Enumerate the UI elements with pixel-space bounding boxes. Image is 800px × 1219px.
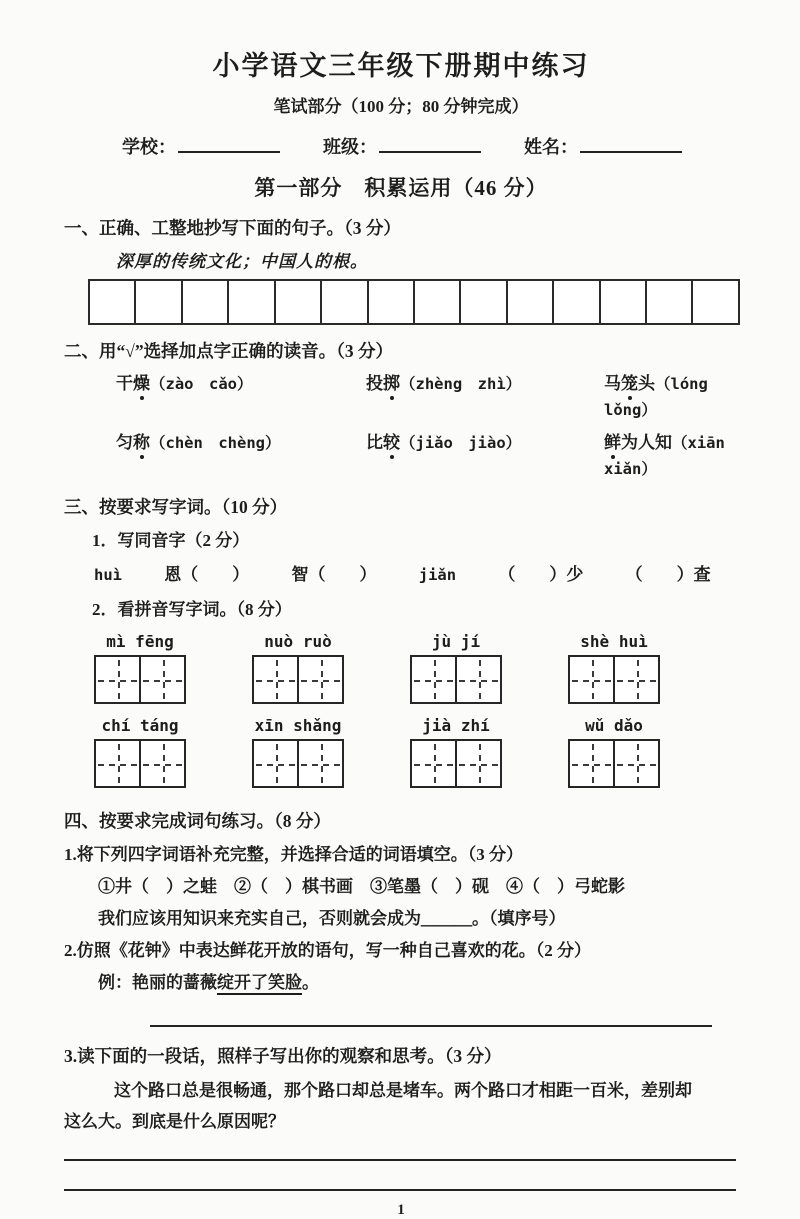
pronunciation-item[interactable] [604, 430, 741, 481]
school-label: 学校： [122, 137, 176, 157]
copy-cell[interactable] [367, 281, 413, 323]
writing-cell[interactable] [254, 657, 297, 702]
observation-answer-line-1[interactable] [64, 1159, 736, 1161]
homophone-blank[interactable]: 智（ ） [291, 565, 377, 584]
writing-cell[interactable] [139, 657, 184, 702]
pinyin-write-group [252, 716, 344, 788]
dotted-char: 笼 [621, 371, 638, 397]
question4-sub3-title: 3.读下面的一段话，照样子写出你的观察和思考。（3 分） [64, 1046, 502, 1066]
writing-box[interactable] [252, 655, 344, 704]
pinyin-label: chí táng [101, 716, 179, 735]
writing-cell[interactable] [455, 741, 500, 786]
pinyin-write-group [410, 716, 502, 788]
copy-cell[interactable] [552, 281, 598, 323]
dotted-char: 称 [133, 430, 150, 456]
dotted-char: 鲜 [604, 430, 621, 456]
writing-box[interactable] [94, 655, 186, 704]
question4-sub1-title: 1.将下列四字词语补充完整，并选择合适的词语填空。（3 分） [64, 845, 523, 864]
pinyin-options: （jiǎo jiào） [400, 434, 522, 452]
pronunciation-item[interactable] [604, 371, 738, 422]
homophone-pinyin: huì [94, 566, 122, 584]
example-prefix: 例：艳丽的蔷薇 [98, 973, 217, 992]
pronunciation-item[interactable] [116, 371, 366, 422]
question1-title: 一、正确、工整地抄写下面的句子。（3 分） [64, 218, 401, 238]
page-subtitle: 笔试部分（100 分；80 分钟完成） [273, 97, 529, 116]
word-part: 头 [638, 374, 655, 393]
writing-box[interactable] [410, 655, 502, 704]
question1-copy-grid [88, 279, 740, 325]
word-part: 马 [604, 374, 621, 393]
copy-cell[interactable] [320, 281, 366, 323]
writing-cell[interactable] [297, 657, 342, 702]
word-part: 为人知 [621, 433, 672, 452]
writing-cell[interactable] [570, 741, 613, 786]
pinyin-label: jià zhí [422, 716, 490, 735]
question3-sub2-title: 2．看拼音写字词。（8 分） [92, 600, 292, 619]
pinyin-write-group [252, 632, 344, 704]
pinyin-options: （lóng lǒng） [604, 375, 724, 419]
pronunciation-item[interactable] [366, 430, 604, 481]
question1-sentence: 深厚的传统文化；中国人的根。 [116, 252, 368, 271]
pinyin-options: （chèn chèng） [150, 434, 281, 452]
school-field [122, 133, 280, 159]
copy-cell[interactable] [90, 281, 134, 323]
pinyin-write-group [410, 632, 502, 704]
question3-title: 三、按要求写字词。（10 分） [64, 497, 288, 517]
pronunciation-item[interactable] [116, 430, 366, 481]
copy-cell[interactable] [691, 281, 737, 323]
example-sentence [64, 968, 738, 993]
writing-cell[interactable] [96, 657, 139, 702]
observation-answer-line-2[interactable] [64, 1189, 736, 1191]
pinyin-write-group [568, 716, 660, 788]
writing-cell[interactable] [297, 741, 342, 786]
pinyin-options: （zhèng zhì） [400, 375, 522, 393]
writing-cell[interactable] [96, 741, 139, 786]
page-title: 小学语文三年级下册期中练习 [212, 51, 590, 81]
writing-cell[interactable] [412, 657, 455, 702]
class-field [323, 133, 481, 159]
pinyin-label: shè huì [580, 632, 648, 651]
pinyin-label: xīn shǎng [254, 716, 342, 735]
idiom-blanks-line[interactable]: ①井（ ）之蛙 ②（ ）棋书画 ③笔墨（ ）砚 ④（ ）弓蛇影 [98, 877, 625, 896]
writing-cell[interactable] [455, 657, 500, 702]
example-suffix: 。 [302, 973, 319, 992]
name-label: 姓名： [524, 137, 578, 157]
idiom-fill-line[interactable]: 我们应该用知识来充实自己，否则就会成为＿＿＿。（填序号） [98, 909, 566, 928]
homophone-blank[interactable]: （ ）查 [625, 565, 711, 584]
writing-box[interactable] [568, 655, 660, 704]
writing-box[interactable] [252, 739, 344, 788]
writing-cell[interactable] [412, 741, 455, 786]
question2-row2 [64, 430, 741, 481]
word-part: 比 [366, 433, 383, 452]
writing-cell[interactable] [254, 741, 297, 786]
copy-cell[interactable] [599, 281, 645, 323]
pinyin-write-group [94, 716, 186, 788]
word-part: 投 [366, 374, 383, 393]
pinyin-label: wǔ dǎo [585, 716, 643, 735]
question3-sub1-title: 1．写同音字（2 分） [92, 531, 250, 550]
passage-line2: 这么大。到底是什么原因呢？ [64, 1112, 285, 1131]
copy-cell[interactable] [645, 281, 691, 323]
homophone-blank[interactable]: （ ）少 [498, 565, 584, 584]
dotted-char: 掷 [383, 371, 400, 397]
question4-title: 四、按要求完成词句练习。（8 分） [64, 811, 331, 831]
writing-cell[interactable] [570, 657, 613, 702]
pinyin-write-row2 [64, 716, 738, 788]
word-part: 匀 [116, 433, 133, 452]
passage-line1: 这个路口总是很畅通，那个路口却总是堵车。两个路口才相距一百米，差别却 [114, 1081, 692, 1100]
writing-cell[interactable] [613, 657, 658, 702]
writing-cell[interactable] [139, 741, 184, 786]
flower-answer-line[interactable] [150, 1025, 712, 1027]
class-label: 班级： [323, 137, 377, 157]
pinyin-write-group [568, 632, 660, 704]
copy-cell[interactable] [459, 281, 505, 323]
example-underlined: 绽开了笑脸 [217, 973, 302, 995]
homophone-pinyin: jiǎn [418, 566, 457, 584]
writing-box[interactable] [410, 739, 502, 788]
copy-cell[interactable] [181, 281, 227, 323]
homophone-line [64, 560, 738, 585]
pinyin-label: nuò ruò [264, 632, 332, 651]
writing-box[interactable] [94, 739, 186, 788]
name-input-line[interactable] [580, 137, 682, 153]
copy-cell[interactable] [413, 281, 459, 323]
copy-cell[interactable] [227, 281, 273, 323]
pinyin-options: （xiān xiǎn） [604, 434, 741, 478]
copy-cell[interactable] [274, 281, 320, 323]
student-info-row [64, 133, 738, 159]
school-input-line[interactable] [178, 137, 280, 153]
copy-cell[interactable] [506, 281, 552, 323]
question2-row1 [64, 371, 738, 422]
writing-cell[interactable] [613, 741, 658, 786]
homophone-blank[interactable]: 恩（ ） [164, 565, 250, 584]
pinyin-write-group [94, 632, 186, 704]
pinyin-label: mì fēng [106, 632, 174, 651]
name-field [524, 133, 682, 159]
page-number: 1 [397, 1202, 405, 1218]
copy-cell[interactable] [134, 281, 180, 323]
pinyin-options: （zào cǎo） [150, 375, 253, 393]
writing-box[interactable] [568, 739, 660, 788]
question4-sub2-title: 2.仿照《花钟》中表达鲜花开放的语句，写一种自己喜欢的花。（2 分） [64, 941, 591, 960]
dotted-char: 燥 [133, 371, 150, 397]
question2-title: 二、用“√”选择加点字正确的读音。（3 分） [64, 341, 393, 361]
pinyin-label: jù jí [431, 632, 481, 651]
part1-heading: 第一部分 积累运用（46 分） [254, 176, 548, 200]
pronunciation-item[interactable] [366, 371, 604, 422]
dotted-char: 较 [383, 430, 400, 456]
class-input-line[interactable] [379, 137, 481, 153]
word-part: 干 [116, 374, 133, 393]
pinyin-write-row1 [64, 632, 738, 704]
